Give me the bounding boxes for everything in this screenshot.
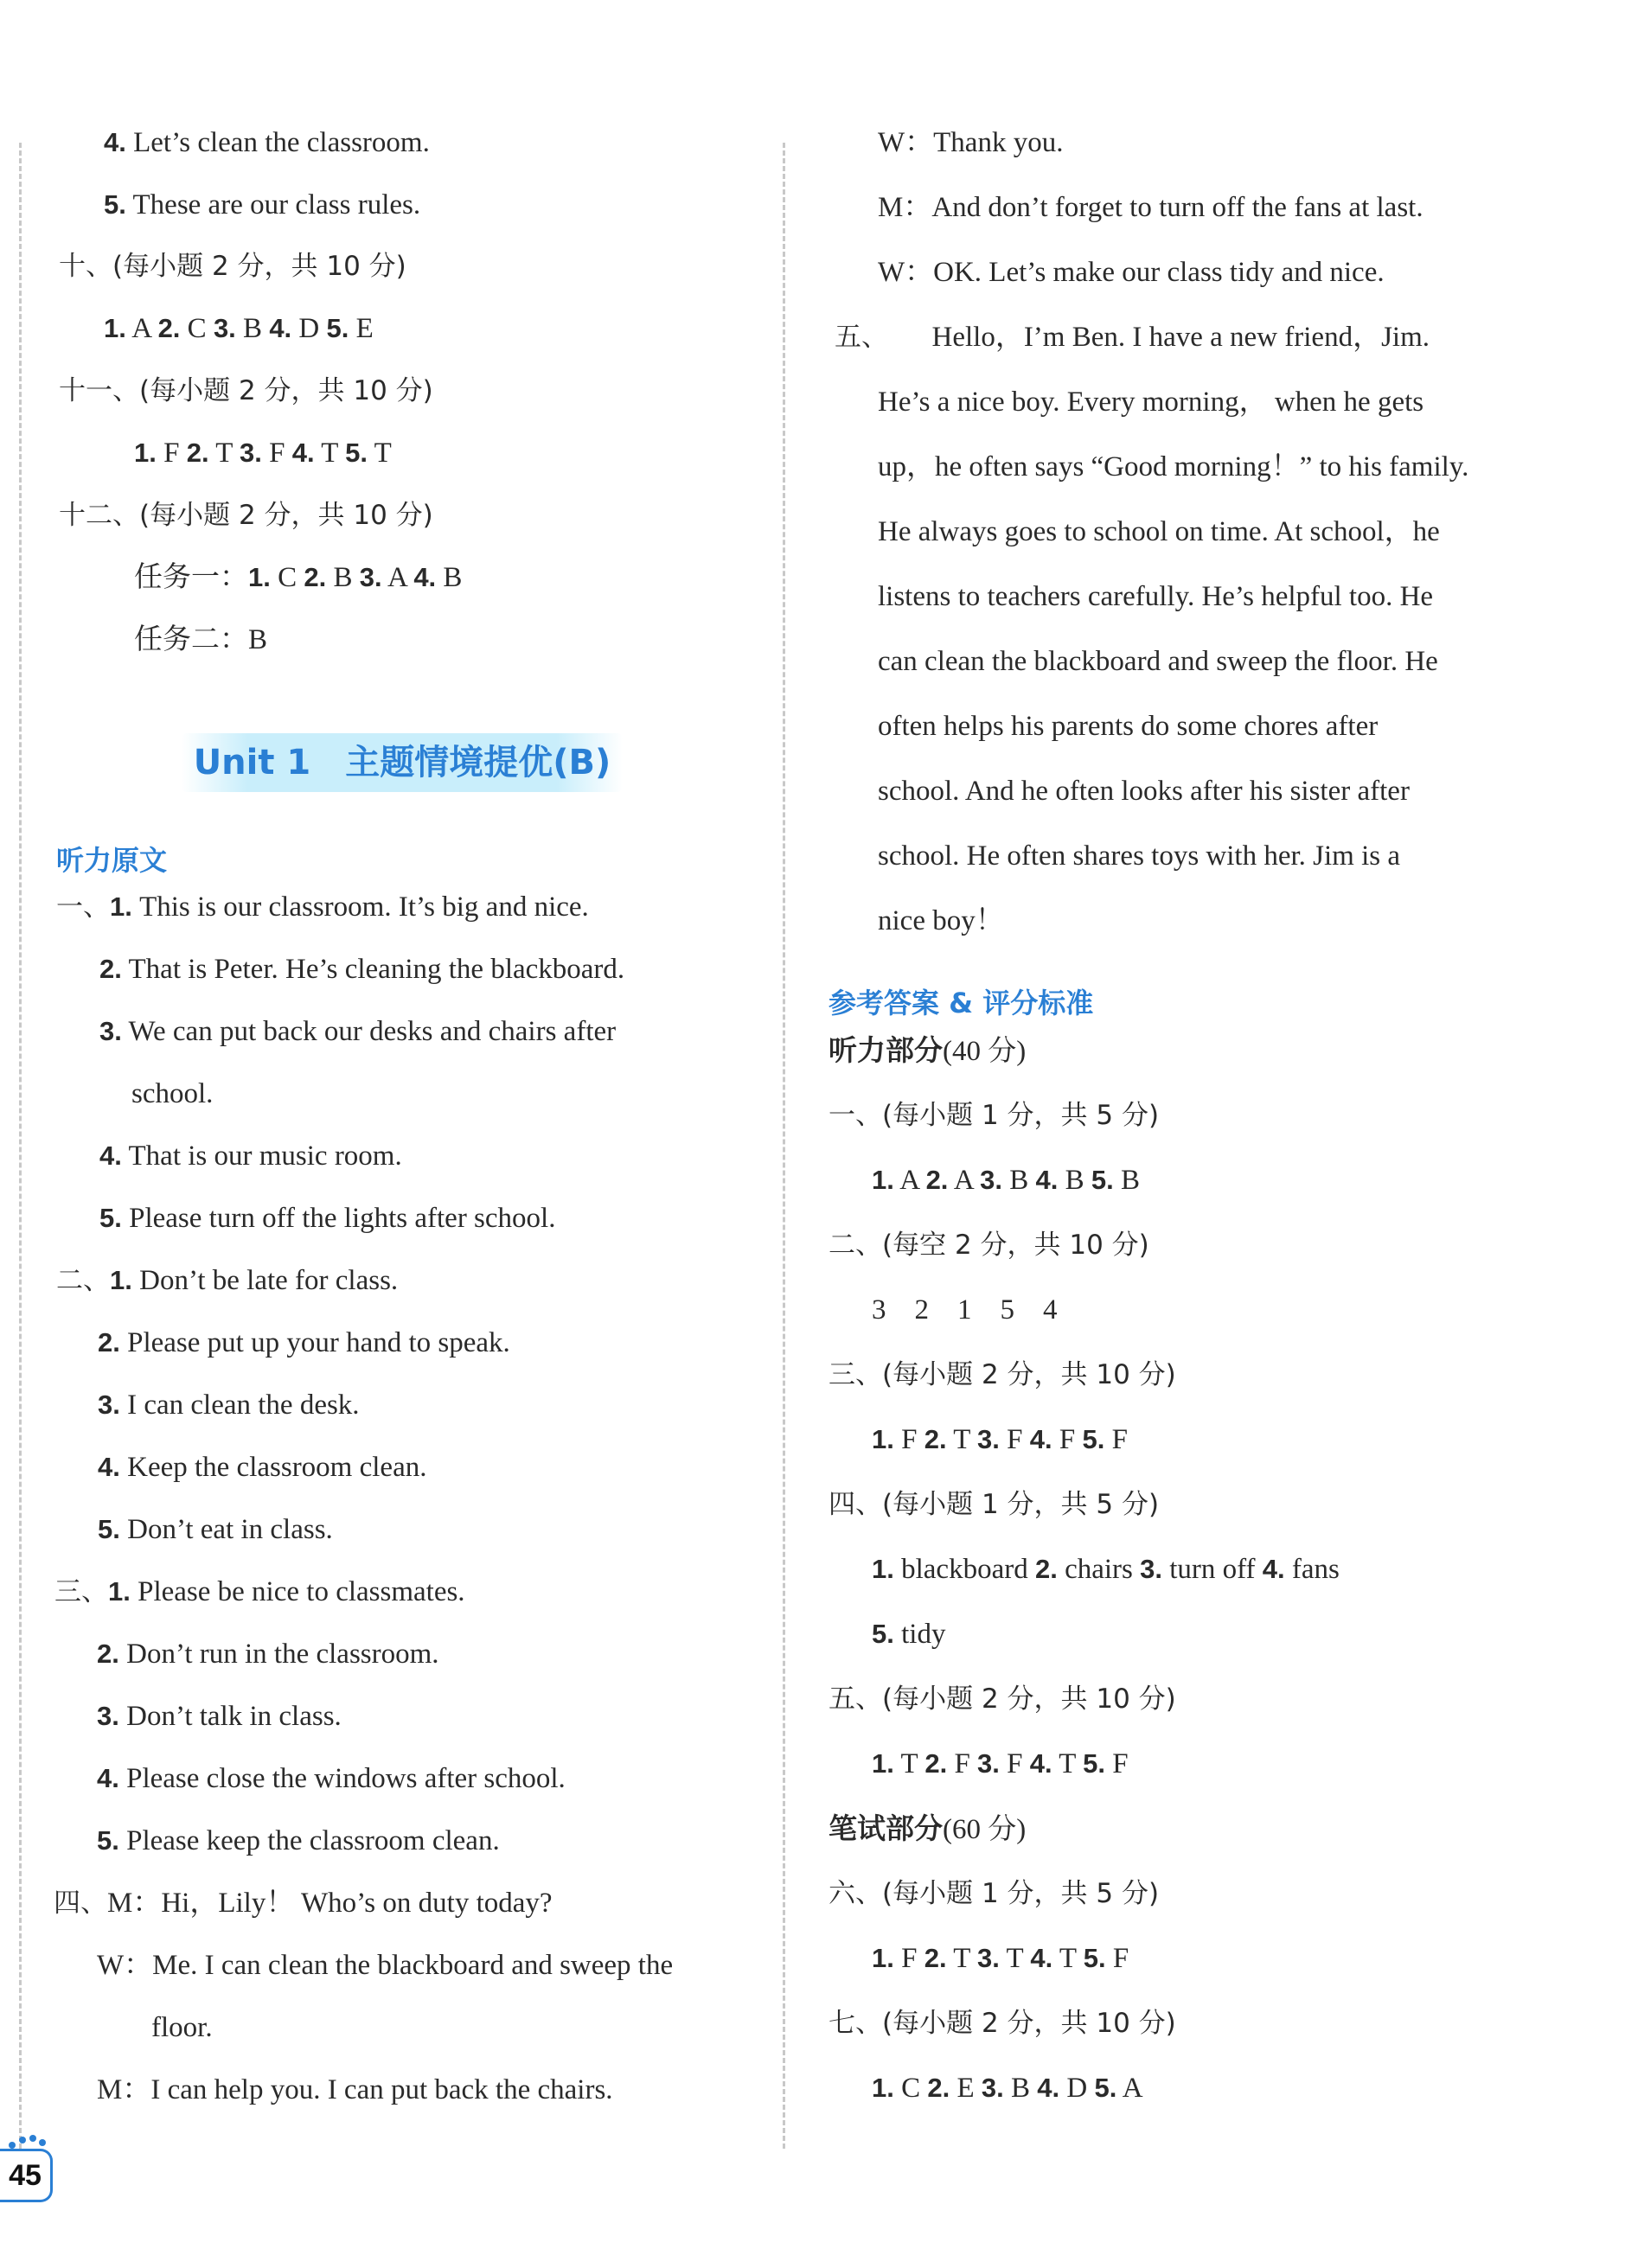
line-text: can clean the blackboard and sweep the floor. He	[878, 646, 1438, 677]
right-text-line	[872, 1747, 1129, 1781]
left-text-line	[104, 125, 430, 160]
item-number: 4.	[98, 1452, 120, 1482]
left-text-line	[99, 1139, 402, 1173]
answer-list: 任务二：B	[134, 624, 268, 655]
right-text-line	[872, 1422, 1128, 1457]
page-number: 45	[0, 2149, 53, 2202]
left-text-line	[99, 952, 624, 987]
right-text-line	[828, 1876, 1159, 1911]
left-text-line	[131, 1077, 213, 1111]
line-text: Don’t talk in class.	[118, 1701, 342, 1732]
item-number: 1.	[108, 1576, 131, 1607]
right-text-line	[878, 125, 1063, 160]
left-text-line	[98, 1326, 510, 1360]
line-text: often helps his parents do some chores after	[878, 711, 1379, 742]
line-text: Please keep the classroom clean.	[118, 1825, 500, 1856]
line-text: up，he often says “Good morning！” to his family.	[878, 451, 1469, 482]
unit-title-banner: Unit 1 主题情境提优(B)	[182, 733, 623, 792]
line-text: (40 分)	[943, 1036, 1027, 1067]
right-text-line	[878, 514, 1440, 549]
left-text-line	[59, 374, 433, 408]
left-text-line	[134, 560, 462, 595]
right-text-line	[872, 1552, 1340, 1587]
line-text: W：Me. I can clean the blackboard and sweep the	[97, 1950, 674, 1981]
left-text-line	[97, 1761, 566, 1796]
answer-list: 1. A 2. C 3. B 4. D 5. E	[104, 313, 374, 344]
line-text: These are our class rules.	[125, 189, 421, 220]
listening-transcript-heading: 听力原文	[56, 844, 168, 877]
item-number: 4.	[99, 1140, 122, 1171]
answer-list: 1. A 2. A 3. B 4. B 5. B	[872, 1165, 1140, 1196]
section-marker: 十一、(每小题 2 分，共 10 分)	[59, 375, 433, 406]
section-marker: 四、	[54, 1888, 107, 1919]
answer-list: 1. F 2. T 3. F 4. T 5. T	[134, 438, 392, 469]
right-text-line	[828, 1033, 1026, 1069]
right-text-line	[872, 1617, 945, 1651]
item-number: 2.	[99, 954, 122, 984]
left-text-line	[54, 1886, 553, 1920]
right-text-line	[872, 1163, 1140, 1198]
right-text-line	[828, 1487, 1159, 1522]
line-text: Please close the windows after school.	[118, 1763, 566, 1794]
line-text: He’s a nice boy. Every morning， when he gets	[878, 387, 1424, 418]
item-number: 5.	[99, 1203, 122, 1233]
section-marker: 二、	[56, 1265, 110, 1296]
item-number: 3.	[99, 1016, 122, 1046]
line-text: Hello，I’m Ben. I have a new friend，Jim.	[874, 322, 1430, 353]
section-marker: 三、	[54, 1576, 108, 1607]
left-margin-divider	[19, 143, 22, 2149]
item-number: 2.	[97, 1639, 119, 1669]
right-text-line	[878, 450, 1468, 484]
line-text: 3 2 1 5 4	[872, 1294, 1058, 1326]
right-text-line	[872, 2071, 1143, 2105]
left-text-line	[98, 1512, 333, 1547]
left-text-line	[99, 1201, 555, 1236]
right-text-line	[878, 774, 1410, 808]
line-text: M：Hi，Lily！ Who’s on duty today?	[107, 1888, 553, 1919]
right-text-line	[835, 320, 1430, 355]
right-text-line	[878, 644, 1438, 679]
line-text: school. He often shares toys with her. Jim is a	[878, 840, 1400, 872]
answer-list: 5. tidy	[872, 1619, 946, 1650]
right-text-line	[878, 579, 1433, 614]
right-text-line	[872, 1293, 1058, 1327]
answer-list: 1. F 2. T 3. F 4. F 5. F	[872, 1424, 1128, 1455]
left-text-line	[97, 2073, 613, 2107]
left-text-line	[97, 1948, 673, 1983]
line-text: M：And don’t forget to turn off the fans at last.	[878, 192, 1423, 223]
left-text-line	[98, 1450, 426, 1485]
item-number: 4.	[104, 127, 126, 157]
section-marker: 七、(每小题 2 分，共 10 分)	[828, 2008, 1176, 2039]
line-text: school. And he often looks after his sister after	[878, 776, 1410, 807]
left-text-line	[104, 188, 420, 222]
answer-list: 1. T 2. F 3. F 4. T 5. F	[872, 1748, 1129, 1779]
right-text-line	[878, 839, 1400, 873]
line-text: That is our music room.	[121, 1140, 402, 1172]
left-text-line	[59, 498, 433, 533]
line-text: (60 分)	[943, 1814, 1027, 1845]
line-text: Don’t be late for class.	[131, 1265, 399, 1296]
left-text-line	[54, 1575, 465, 1609]
right-text-line	[878, 709, 1378, 744]
right-text-line	[878, 190, 1423, 225]
section-marker: 五、(每小题 2 分，共 10 分)	[828, 1683, 1176, 1715]
item-number: 1.	[110, 891, 132, 922]
line-text: school.	[131, 1078, 214, 1109]
line-text: M：I can help you. I can put back the chairs.	[97, 2074, 613, 2105]
line-text: He always goes to school on time. At school，he	[878, 516, 1440, 547]
left-text-line	[104, 311, 374, 346]
right-text-line	[828, 1811, 1026, 1847]
section-marker: 十二、(每小题 2 分，共 10 分)	[59, 500, 433, 531]
line-text: I can clean the desk.	[119, 1390, 360, 1421]
item-number: 5.	[104, 189, 126, 220]
line-text: W：OK. Let’s make our class tidy and nice.	[878, 257, 1385, 288]
section-marker: 十、(每小题 2 分，共 10 分)	[59, 251, 406, 282]
item-number: 5.	[97, 1825, 119, 1856]
line-text: listens to teachers carefully. He’s helpful too. He	[878, 581, 1434, 612]
line-text: Let’s clean the classroom.	[125, 127, 430, 158]
page-number-decoration	[5, 2131, 47, 2150]
left-text-line	[97, 1637, 439, 1671]
right-text-line	[828, 1228, 1149, 1262]
line-text: We can put back our desks and chairs after	[121, 1016, 617, 1047]
right-text-line	[878, 385, 1423, 419]
line-text: That is Peter. He’s cleaning the blackboard.	[121, 954, 625, 985]
left-text-line	[98, 1388, 360, 1422]
left-text-line	[56, 890, 589, 924]
right-text-line	[828, 1682, 1176, 1716]
left-text-line	[134, 436, 392, 470]
answer-list: 1. blackboard 2. chairs 3. turn off 4. fans	[872, 1554, 1340, 1585]
line-text: Please be nice to classmates.	[130, 1576, 465, 1607]
answer-list: 1. F 2. T 3. T 4. T 5. F	[872, 1943, 1129, 1974]
left-text-line	[97, 1824, 500, 1858]
left-text-line	[134, 623, 267, 657]
left-text-line	[151, 2010, 213, 2045]
item-number: 3.	[97, 1701, 119, 1731]
line-text: Don’t eat in class.	[119, 1514, 333, 1545]
left-text-line	[99, 1014, 616, 1049]
line-text: W：Thank you.	[878, 127, 1064, 158]
left-text-line	[59, 249, 406, 284]
right-text-line	[878, 904, 1004, 938]
column-divider	[783, 143, 785, 2149]
line-text: Please put up your hand to speak.	[119, 1327, 510, 1358]
section-marker: 六、(每小题 1 分，共 5 分)	[828, 1878, 1160, 1909]
line-text: Please turn off the lights after school.	[121, 1203, 556, 1234]
right-text-line	[828, 1098, 1159, 1133]
left-text-line	[97, 1699, 342, 1734]
section-marker: 四、(每小题 1 分，共 5 分)	[828, 1489, 1160, 1520]
item-number: 4.	[97, 1763, 119, 1793]
line-text: nice boy！	[878, 905, 1004, 936]
section-marker: 五、	[835, 322, 875, 353]
part-heading: 笔试部分	[828, 1811, 943, 1845]
answer-list: 1. C 2. E 3. B 4. D 5. A	[872, 2073, 1143, 2104]
right-text-line	[878, 255, 1385, 290]
right-text-line	[872, 1941, 1129, 1976]
part-heading: 听力部分	[828, 1033, 943, 1067]
item-number: 5.	[98, 1514, 120, 1544]
section-marker: 一、	[56, 891, 110, 923]
section-marker: 三、(每小题 2 分，共 10 分)	[828, 1359, 1176, 1390]
section-marker: 二、(每空 2 分，共 10 分)	[828, 1230, 1149, 1261]
answer-list: 任务一：1. C 2. B 3. A 4. B	[134, 562, 463, 593]
line-text: Don’t run in the classroom.	[118, 1639, 439, 1670]
item-number: 3.	[98, 1390, 120, 1420]
left-text-line	[56, 1263, 398, 1298]
line-text: This is our classroom. It’s big and nice.	[131, 891, 589, 923]
item-number: 2.	[98, 1327, 120, 1358]
item-number: 1.	[110, 1265, 132, 1295]
answer-key-heading: 参考答案 & 评分标准	[828, 987, 1094, 1019]
right-text-line	[828, 1358, 1176, 1392]
line-text: Keep the classroom clean.	[119, 1452, 427, 1483]
section-marker: 一、(每小题 1 分，共 5 分)	[828, 1100, 1160, 1131]
line-text: floor.	[151, 2012, 213, 2043]
right-text-line	[828, 2006, 1176, 2041]
